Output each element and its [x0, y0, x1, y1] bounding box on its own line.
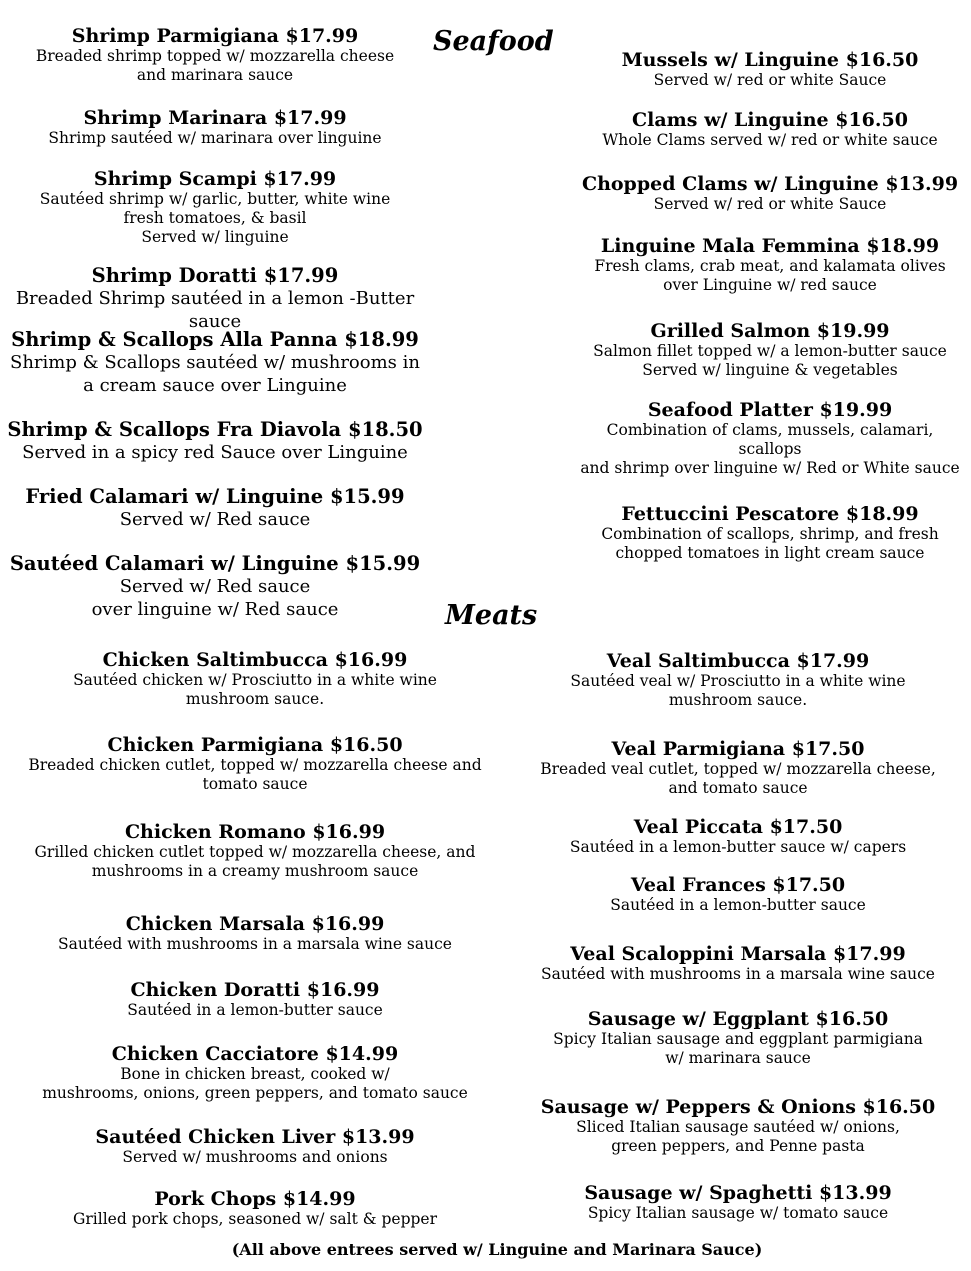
menu-item-description: Whole Clams served w/ red or white sauce [602, 131, 938, 149]
menu-item-description: Sautéed in a lemon-butter sauce [127, 1001, 383, 1019]
menu-item [560, 235, 971, 295]
menu-item-description: Shrimp sautéed w/ marinara over linguine [48, 129, 382, 147]
menu-item [560, 109, 971, 150]
menu-item-description: mushroom sauce. [668, 691, 808, 709]
menu-item [518, 874, 958, 915]
menu-item [518, 1096, 958, 1156]
menu-item-name: Chicken Marsala $16.99 [125, 913, 385, 935]
menu-item-description: mushrooms, onions, green peppers, and tomato sauce [42, 1084, 468, 1102]
menu-item-description: Spicy Italian sausage and eggplant parmigiana [553, 1030, 923, 1048]
menu-item-name: Chicken Saltimbucca $16.99 [102, 649, 408, 671]
menu-item-name: Veal Parmigiana $17.50 [611, 738, 865, 760]
menu-item-name: Pork Chops $14.99 [154, 1188, 356, 1210]
menu-item-description: Served w/ Red sauce [119, 576, 311, 597]
menu-item-name: Seafood Platter $19.99 [647, 399, 893, 421]
menu-item [15, 913, 495, 954]
menu-item-description: w/ marinara sauce [665, 1049, 811, 1067]
menu-item [560, 173, 971, 214]
menu-item-name: Chicken Cacciatore $14.99 [111, 1043, 399, 1065]
menu-item-name: Veal Piccata $17.50 [633, 816, 843, 838]
menu-item-description: Sautéed shrimp w/ garlic, butter, white wine [39, 190, 391, 208]
menu-item-description: Sautéed in a lemon-butter sauce w/ capers [569, 838, 907, 856]
menu-item [15, 1188, 495, 1229]
menu-item-name: Sausage w/ Peppers & Onions $16.50 [540, 1096, 936, 1118]
menu-item [518, 943, 958, 984]
menu-item-description: Grilled pork chops, seasoned w/ salt & pepper [72, 1210, 438, 1228]
menu-item-name: Clams w/ Linguine $16.50 [632, 109, 908, 131]
menu-item-description: Grilled chicken cutlet topped w/ mozzarella cheese, and [34, 843, 476, 861]
menu-item-description: Breaded shrimp topped w/ mozzarella cheese [35, 47, 395, 65]
menu-item-name: Sausage w/ Spaghetti $13.99 [584, 1182, 892, 1204]
menu-item [15, 734, 495, 794]
menu-item [518, 816, 958, 857]
menu-item [518, 650, 958, 710]
menu-item-name: Veal Scaloppini Marsala $17.99 [570, 943, 906, 965]
menu-item-description: Sautéed veal w/ Prosciutto in a white wine [570, 672, 906, 690]
menu-item-name: Veal Frances $17.50 [630, 874, 846, 896]
menu-item-description: Served w/ red or white Sauce [653, 195, 887, 213]
menu-item-name: Sausage w/ Eggplant $16.50 [587, 1008, 889, 1030]
menu-item-description: Sliced Italian sausage sautéed w/ onions, [576, 1118, 900, 1136]
menu-item [0, 553, 430, 621]
menu-item-description: Served w/ Red sauce [119, 509, 311, 530]
menu-item-description: Breaded Shrimp sautéed in a lemon -Butter sauce [15, 288, 415, 332]
menu-item-name: Shrimp Marinara $17.99 [83, 107, 347, 129]
menu-item-name: Fettuccini Pescatore $18.99 [621, 503, 919, 525]
menu-item-description: Served w/ red or white Sauce [653, 71, 887, 89]
menu-item [560, 320, 971, 380]
menu-item [15, 1043, 495, 1103]
menu-item-description: Served w/ mushrooms and onions [122, 1148, 388, 1166]
menu-item [15, 649, 495, 709]
menu-item [518, 1008, 958, 1068]
menu-item-name: Mussels w/ Linguine $16.50 [621, 49, 919, 71]
menu-item [518, 1182, 958, 1223]
menu-item-description: mushrooms in a creamy mushroom sauce [91, 862, 419, 880]
menu-item-name: Chicken Doratti $16.99 [130, 979, 380, 1001]
menu-item-description: Sautéed with mushrooms in a marsala wine sauce [58, 935, 452, 953]
menu-item-description: a cream sauce over Linguine [83, 375, 347, 396]
menu-item [15, 821, 495, 881]
menu-item-name: Sautéed Calamari w/ Linguine $15.99 [9, 552, 421, 575]
menu-item-description: Sautéed with mushrooms in a marsala wine sauce [541, 965, 935, 983]
menu-item-name: Shrimp & Scallops Alla Panna $18.99 [11, 328, 419, 351]
menu-item-description: and tomato sauce [668, 779, 808, 797]
menu-item-description: over Linguine w/ red sauce [663, 276, 877, 294]
menu-item-description: tomato sauce [202, 775, 308, 793]
menu-item-name: Shrimp Scampi $17.99 [93, 168, 337, 190]
section-heading-meats: Meats [445, 600, 538, 631]
menu-item-name: Chicken Parmigiana $16.50 [107, 734, 403, 756]
menu-item-description: green peppers, and Penne pasta [611, 1137, 865, 1155]
menu-item [15, 979, 495, 1020]
menu-item-description: scallops [738, 440, 802, 458]
menu-item-name: Veal Saltimbucca $17.99 [606, 650, 870, 672]
menu-item-name: Sautéed Chicken Liver $13.99 [95, 1126, 415, 1148]
menu-item-description: Spicy Italian sausage w/ tomato sauce [587, 1204, 889, 1222]
menu-item-description: chopped tomatoes in light cream sauce [615, 544, 925, 562]
menu-item [0, 25, 430, 85]
menu-item-description: fresh tomatoes, & basil [123, 209, 307, 227]
menu-item-name: Fried Calamari w/ Linguine $15.99 [25, 485, 405, 508]
menu-item-description: Sautéed in a lemon-butter sauce [610, 896, 866, 914]
menu-item-name: Shrimp & Scallops Fra Diavola $18.50 [7, 418, 423, 441]
menu-item-description: and shrimp over linguine w/ Red or White sauce [580, 459, 960, 477]
menu-item-description: over linguine w/ Red sauce [91, 599, 339, 620]
menu-item-description: Bone in chicken breast, cooked w/ [120, 1065, 390, 1083]
menu-item-name: Shrimp Doratti $17.99 [91, 264, 339, 287]
footer-note: (All above entrees served w/ Linguine and Marinara Sauce) [231, 1240, 763, 1259]
menu-item-description: Sautéed chicken w/ Prosciutto in a white wine [73, 671, 437, 689]
menu-item [518, 738, 958, 798]
menu-item-description: mushroom sauce. [185, 690, 325, 708]
section-heading-seafood: Seafood [433, 26, 554, 57]
menu-item [0, 486, 430, 531]
menu-item [560, 49, 971, 90]
menu-item-description: Served w/ linguine & vegetables [642, 361, 898, 379]
menu-item-description: Combination of scallops, shrimp, and fresh [601, 525, 939, 543]
menu-item-description: Fresh clams, crab meat, and kalamata olives [594, 257, 946, 275]
menu-item [0, 107, 430, 148]
menu-item [560, 399, 971, 478]
menu-item-description: Served w/ linguine [141, 228, 289, 246]
menu-item-description: Combination of clams, mussels, calamari, [606, 421, 934, 439]
menu-item-name: Grilled Salmon $19.99 [650, 320, 890, 342]
menu-item [560, 503, 971, 563]
menu-item-description: Breaded veal cutlet, topped w/ mozzarella cheese, [540, 760, 936, 778]
menu-item [0, 168, 430, 247]
menu-item-description: Shrimp & Scallops sautéed w/ mushrooms in [9, 352, 420, 373]
menu-item-name: Linguine Mala Femmina $18.99 [600, 235, 940, 257]
menu-item-description: Breaded chicken cutlet, topped w/ mozzarella cheese and [28, 756, 482, 774]
menu-item [0, 265, 430, 333]
menu-item-name: Chicken Romano $16.99 [124, 821, 386, 843]
menu-item-description: and marinara sauce [136, 66, 294, 84]
menu-item [0, 329, 430, 397]
menu-item [15, 1126, 495, 1167]
menu-item-name: Shrimp Parmigiana $17.99 [71, 25, 359, 47]
menu-item-name: Chopped Clams w/ Linguine $13.99 [581, 173, 959, 195]
menu-item [0, 419, 430, 464]
menu-item-description: Served in a spicy red Sauce over Linguine [22, 442, 408, 463]
menu-item-description: Salmon fillet topped w/ a lemon-butter sauce [593, 342, 947, 360]
